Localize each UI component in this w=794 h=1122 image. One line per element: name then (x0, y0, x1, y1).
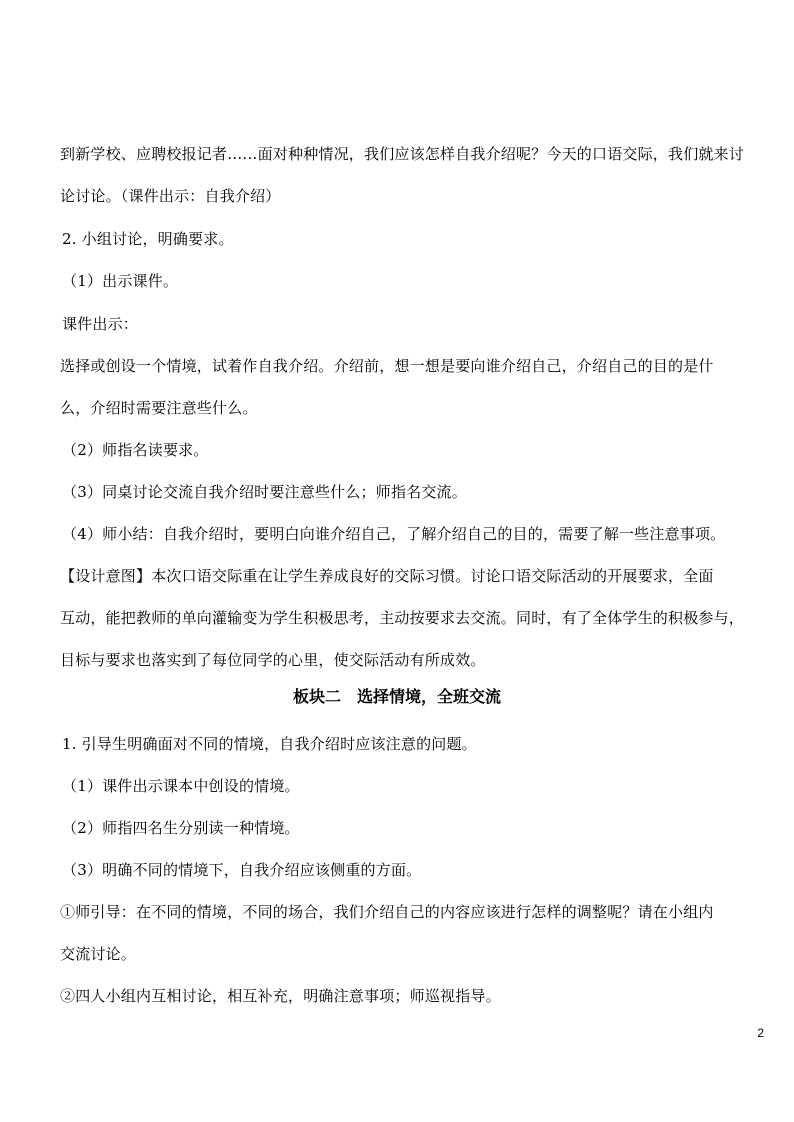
paragraph-line: ①师引导：在不同的情境，不同的场合，我们介绍自己的内容应该进行怎样的调整呢？请在小组内 (60, 903, 714, 921)
design-intent-line: 【设计意图】本次口语交际重在让学生养成良好的交际习惯。讨论口语交际活动的开展要求，全面 (60, 567, 714, 585)
paragraph-line: ②四人小组内互相讨论，相互补充，明确注意事项；师巡视指导。 (60, 987, 501, 1005)
paragraph-line: 2. 小组讨论，明确要求。 (62, 230, 234, 248)
design-intent-line: 互动，能把教师的单向灌输变为学生积极思考，主动按要求去交流。同时，有了全体学生的积极参与， (60, 609, 745, 627)
paragraph-line: 到新学校、应聘校报记者……面对种种情况，我们应该怎样自我介绍呢？今天的口语交际，我们就来讨 (60, 145, 745, 163)
page-number: 2 (757, 1026, 764, 1040)
paragraph-line: （1）出示课件。 (62, 272, 179, 290)
paragraph-line: 课件出示： (62, 315, 139, 333)
paragraph-line: 么，介绍时需要注意些什么。 (60, 399, 258, 417)
section-heading: 板块二 选择情境，全班交流 (292, 687, 501, 706)
paragraph-line: 论讨论。（课件出示：自我介绍） (60, 187, 281, 205)
paragraph-line: 交流讨论。 (60, 945, 137, 963)
paragraph-line: 1. 引导生明确面对不同的情境，自我介绍时应该注意的问题。 (62, 735, 477, 753)
paragraph-line: （3）明确不同的情境下，自我介绍应该侧重的方面。 (62, 861, 422, 879)
paragraph-line: （1）课件出示课本中创设的情境。 (62, 777, 300, 795)
paragraph-line: 选择或创设一个情境，试着作自我介绍。介绍前，想一想是要向谁介绍自己，介绍自己的目的是什 (60, 357, 714, 375)
paragraph-line: （3）同桌讨论交流自我介绍时要注意些什么；师指名交流。 (62, 483, 467, 501)
design-intent-line: 目标与要求也落实到了每位同学的心里，使交际活动有所成效。 (60, 651, 486, 669)
paragraph-line: （4）师小结：自我介绍时，要明白向谁介绍自己，了解介绍自己的目的，需要了解一些注意事项。 (62, 525, 726, 543)
paragraph-line: （2）师指四名生分别读一种情境。 (62, 819, 300, 837)
paragraph-line: （2）师指名读要求。 (62, 441, 209, 459)
